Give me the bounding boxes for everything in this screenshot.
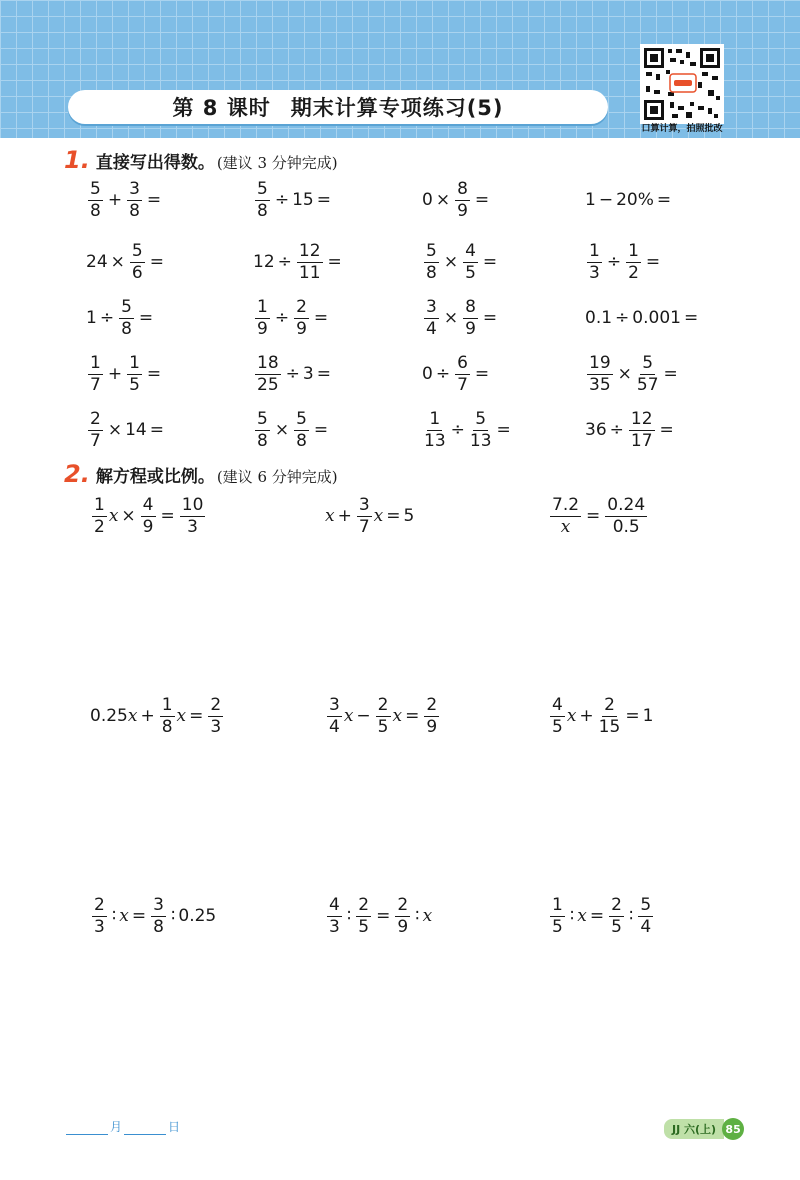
numerator: 8 bbox=[457, 178, 468, 199]
denominator: 3 bbox=[94, 916, 105, 937]
variable: x bbox=[127, 706, 138, 726]
variable: x bbox=[577, 906, 587, 926]
operator: ÷ bbox=[99, 308, 115, 328]
arithmetic-problem bbox=[422, 293, 500, 343]
operator: ÷ bbox=[274, 308, 290, 328]
numerator: 5 bbox=[257, 408, 268, 429]
equation-problem bbox=[325, 491, 414, 541]
operator: × bbox=[110, 252, 125, 272]
operator: ∶ bbox=[628, 906, 634, 926]
denominator: 9 bbox=[257, 318, 268, 339]
operator: ÷ bbox=[435, 364, 451, 384]
fraction bbox=[151, 894, 166, 937]
denominator: 15 bbox=[598, 716, 621, 737]
page-number: 85 bbox=[722, 1118, 744, 1140]
arithmetic-problem bbox=[422, 237, 500, 287]
denominator: 5 bbox=[552, 916, 563, 937]
denominator: 5 bbox=[611, 916, 622, 937]
operator: ÷ bbox=[285, 364, 300, 384]
fraction bbox=[424, 296, 439, 339]
denominator: 9 bbox=[296, 318, 307, 339]
operator: = bbox=[313, 420, 329, 440]
numerator: 0.24 bbox=[607, 494, 646, 515]
numerator: 2 bbox=[611, 894, 622, 915]
operator: ∶ bbox=[346, 906, 352, 926]
fraction bbox=[294, 408, 309, 451]
numerator: 2 bbox=[426, 694, 438, 715]
numerator: 5 bbox=[296, 408, 307, 429]
arithmetic-problem bbox=[585, 349, 681, 399]
operator: = bbox=[663, 364, 678, 384]
denominator: 2 bbox=[628, 262, 639, 283]
operator: = bbox=[146, 190, 162, 210]
numerator: 4 bbox=[552, 694, 563, 715]
number: 0 bbox=[422, 364, 433, 384]
number: 14 bbox=[125, 420, 147, 440]
fraction bbox=[376, 694, 391, 737]
fraction bbox=[469, 408, 492, 451]
numerator: 18 bbox=[257, 352, 279, 373]
denominator: 8 bbox=[161, 716, 173, 737]
number: 0 bbox=[422, 190, 433, 210]
numerator: 2 bbox=[94, 894, 105, 915]
number: 1 bbox=[86, 308, 97, 328]
arithmetic-problem bbox=[253, 237, 345, 287]
operator: = bbox=[474, 190, 490, 210]
denominator: 9 bbox=[142, 516, 154, 537]
number: 5 bbox=[403, 506, 415, 526]
numerator: 5 bbox=[640, 894, 652, 915]
denominator: 8 bbox=[257, 430, 268, 451]
denominator: 3 bbox=[329, 916, 340, 937]
operator: + bbox=[107, 364, 123, 384]
arithmetic-problem bbox=[253, 293, 331, 343]
operator: = bbox=[327, 252, 342, 272]
numerator: 3 bbox=[426, 296, 437, 317]
fraction bbox=[294, 296, 309, 339]
numerator: 1 bbox=[552, 894, 563, 915]
book-tag bbox=[664, 1118, 744, 1140]
numerator: 5 bbox=[475, 408, 487, 429]
day-blank[interactable] bbox=[124, 1122, 166, 1135]
operator: = bbox=[589, 906, 605, 926]
denominator: x bbox=[560, 516, 571, 537]
denominator: 8 bbox=[296, 430, 307, 451]
number: 0.25 bbox=[90, 706, 128, 726]
equation-problem bbox=[548, 691, 653, 741]
book-tag-label: JJ 六(上) bbox=[664, 1119, 724, 1139]
variable: x bbox=[325, 506, 335, 526]
section-2-heading bbox=[64, 460, 338, 488]
operator: = bbox=[131, 906, 147, 926]
arithmetic-problem bbox=[585, 293, 701, 343]
denominator: 9 bbox=[457, 200, 468, 221]
denominator: 3 bbox=[210, 716, 222, 737]
fraction bbox=[636, 352, 659, 395]
arithmetic-problem bbox=[86, 175, 164, 225]
equation-problem bbox=[325, 891, 432, 941]
numerator: 1 bbox=[257, 296, 268, 317]
operator: − bbox=[356, 706, 371, 726]
arithmetic-problem bbox=[86, 405, 167, 455]
section-2-hint: (建议 6 分钟完成) bbox=[216, 468, 338, 486]
month-blank[interactable] bbox=[66, 1122, 108, 1135]
fraction bbox=[327, 694, 342, 737]
fraction bbox=[626, 240, 641, 283]
denominator: 9 bbox=[397, 916, 409, 937]
fraction bbox=[587, 240, 602, 283]
section-1-title: 直接写出得数。 bbox=[95, 153, 215, 173]
day-label: 日 bbox=[168, 1120, 181, 1134]
denominator: 5 bbox=[358, 916, 370, 937]
operator: × bbox=[274, 420, 290, 440]
fraction bbox=[424, 240, 439, 283]
operator: ∶ bbox=[569, 906, 575, 926]
numerator: 1 bbox=[429, 408, 441, 429]
equation-problem bbox=[90, 691, 225, 741]
page-title bbox=[68, 90, 608, 124]
fraction bbox=[587, 352, 613, 395]
fraction bbox=[88, 408, 103, 451]
numerator: 6 bbox=[457, 352, 468, 373]
denominator: 8 bbox=[153, 916, 164, 937]
operator: = bbox=[189, 706, 204, 726]
numerator: 1 bbox=[94, 494, 105, 515]
arithmetic-problem bbox=[86, 237, 167, 287]
lesson-label: 第 8 课时 bbox=[172, 96, 271, 120]
denominator: 7 bbox=[358, 516, 370, 537]
fraction bbox=[92, 494, 107, 537]
number: 3 bbox=[302, 364, 314, 384]
numerator: 2 bbox=[358, 894, 370, 915]
fraction bbox=[88, 178, 103, 221]
arithmetic-problem bbox=[585, 175, 674, 225]
operator: ÷ bbox=[277, 252, 292, 272]
fraction bbox=[127, 178, 142, 221]
operator: × bbox=[435, 190, 451, 210]
fraction bbox=[455, 178, 470, 221]
denominator: 7 bbox=[90, 430, 101, 451]
fraction bbox=[463, 296, 478, 339]
operator: + bbox=[579, 706, 594, 726]
section-1-hint: (建议 3 分钟完成) bbox=[216, 154, 338, 172]
fraction bbox=[550, 494, 581, 537]
numerator: 3 bbox=[329, 694, 340, 715]
section-1-heading bbox=[64, 146, 338, 174]
denominator: 8 bbox=[121, 318, 132, 339]
operator: = bbox=[376, 906, 391, 926]
denominator: 4 bbox=[329, 716, 340, 737]
fraction bbox=[255, 408, 270, 451]
operator: + bbox=[107, 190, 123, 210]
denominator: 9 bbox=[465, 318, 476, 339]
operator: ÷ bbox=[615, 308, 630, 328]
variable: x bbox=[108, 506, 119, 526]
fraction bbox=[605, 494, 647, 537]
denominator: 5 bbox=[129, 374, 140, 395]
operator: = bbox=[316, 364, 331, 384]
arithmetic-problem bbox=[585, 237, 663, 287]
denominator: 5 bbox=[465, 262, 476, 283]
qr-caption: 口算计算，拍照批改 bbox=[641, 124, 723, 134]
fraction bbox=[629, 408, 655, 451]
number: 15 bbox=[292, 190, 314, 210]
arithmetic-problem bbox=[422, 175, 492, 225]
fraction bbox=[424, 408, 446, 451]
operator: × bbox=[107, 420, 123, 440]
numerator: 5 bbox=[642, 352, 654, 373]
date-field bbox=[64, 1118, 180, 1135]
number: 0.001 bbox=[632, 308, 681, 328]
fraction bbox=[88, 352, 103, 395]
operator: = bbox=[474, 364, 490, 384]
denominator: 57 bbox=[636, 374, 659, 395]
numerator: 2 bbox=[397, 894, 409, 915]
denominator: 0.5 bbox=[612, 516, 640, 537]
variable: x bbox=[422, 906, 433, 926]
denominator: 4 bbox=[426, 318, 437, 339]
arithmetic-problem bbox=[253, 405, 331, 455]
denominator: 3 bbox=[187, 516, 198, 537]
qr-code-icon[interactable] bbox=[640, 44, 724, 124]
numerator: 4 bbox=[142, 494, 154, 515]
operator: = bbox=[146, 364, 162, 384]
operator: = bbox=[625, 706, 640, 726]
arithmetic-problem bbox=[422, 405, 514, 455]
equation-problem bbox=[325, 691, 441, 741]
numerator: 2 bbox=[377, 694, 389, 715]
variable: x bbox=[343, 706, 354, 726]
operator: = bbox=[482, 308, 498, 328]
operator: ∶ bbox=[170, 906, 176, 926]
denominator: 4 bbox=[640, 916, 652, 937]
operator: = bbox=[496, 420, 511, 440]
operator: = bbox=[313, 308, 329, 328]
denominator: 13 bbox=[469, 430, 492, 451]
denominator: 11 bbox=[298, 262, 321, 283]
operator: × bbox=[443, 308, 459, 328]
variable: x bbox=[176, 706, 187, 726]
operator: × bbox=[121, 506, 136, 526]
numerator: 3 bbox=[358, 494, 370, 515]
denominator: 5 bbox=[552, 716, 563, 737]
denominator: 6 bbox=[131, 262, 143, 283]
equation-problem bbox=[90, 491, 207, 541]
equation-problem bbox=[548, 491, 649, 541]
denominator: 25 bbox=[257, 374, 279, 395]
numerator: 5 bbox=[426, 240, 437, 261]
numerator: 1 bbox=[90, 352, 101, 373]
numerator: 5 bbox=[121, 296, 132, 317]
section-2-number: 2. bbox=[64, 460, 90, 488]
numerator: 2 bbox=[210, 694, 222, 715]
operator: = bbox=[656, 190, 672, 210]
numerator: 4 bbox=[465, 240, 476, 261]
operator: ÷ bbox=[609, 420, 624, 440]
numerator: 10 bbox=[181, 494, 204, 515]
denominator: 8 bbox=[129, 200, 140, 221]
number: 1 bbox=[642, 706, 654, 726]
numerator: 8 bbox=[465, 296, 476, 317]
number: 24 bbox=[86, 252, 108, 272]
fraction bbox=[127, 352, 142, 395]
fraction bbox=[130, 240, 145, 283]
operator: = bbox=[645, 252, 661, 272]
fraction bbox=[638, 894, 653, 937]
fraction bbox=[609, 894, 624, 937]
denominator: 8 bbox=[257, 200, 268, 221]
fraction bbox=[550, 694, 565, 737]
fraction bbox=[119, 296, 134, 339]
numerator: 1 bbox=[161, 694, 173, 715]
fraction bbox=[598, 694, 621, 737]
operator: = bbox=[149, 252, 164, 272]
numerator: 2 bbox=[296, 296, 307, 317]
variable: x bbox=[566, 706, 577, 726]
numerator: 3 bbox=[129, 178, 140, 199]
operator: ÷ bbox=[450, 420, 465, 440]
arithmetic-problem bbox=[253, 175, 334, 225]
operator: = bbox=[586, 506, 601, 526]
fraction bbox=[550, 894, 565, 937]
numerator: 12 bbox=[298, 240, 321, 261]
operator: = bbox=[683, 308, 699, 328]
number: 0.25 bbox=[178, 906, 217, 926]
fraction bbox=[357, 494, 372, 537]
numerator: 12 bbox=[630, 408, 653, 429]
fraction bbox=[424, 694, 439, 737]
numerator: 3 bbox=[153, 894, 164, 915]
fraction bbox=[463, 240, 478, 283]
numerator: 5 bbox=[131, 240, 143, 261]
denominator: 7 bbox=[457, 374, 468, 395]
operator: = bbox=[160, 506, 175, 526]
operator: ÷ bbox=[606, 252, 622, 272]
arithmetic-problem bbox=[422, 349, 492, 399]
number: 12 bbox=[253, 252, 275, 272]
denominator: 9 bbox=[426, 716, 438, 737]
arithmetic-problem bbox=[86, 293, 156, 343]
fraction bbox=[255, 178, 270, 221]
denominator: 5 bbox=[377, 716, 389, 737]
numerator: 2 bbox=[604, 694, 615, 715]
section-2-title: 解方程或比例。 bbox=[95, 467, 215, 487]
numerator: 2 bbox=[90, 408, 101, 429]
month-label: 月 bbox=[110, 1120, 123, 1134]
fraction bbox=[356, 894, 371, 937]
numerator: 1 bbox=[129, 352, 140, 373]
fraction bbox=[327, 894, 342, 937]
arithmetic-problem bbox=[585, 405, 677, 455]
numerator: 5 bbox=[257, 178, 268, 199]
operator: − bbox=[598, 190, 614, 210]
denominator: 2 bbox=[94, 516, 105, 537]
operator: = bbox=[138, 308, 154, 328]
numerator: 1 bbox=[628, 240, 639, 261]
numerator: 1 bbox=[589, 240, 600, 261]
number: 1 bbox=[585, 190, 596, 210]
variable: x bbox=[119, 906, 129, 926]
operator: = bbox=[482, 252, 498, 272]
operator: = bbox=[659, 420, 674, 440]
operator: + bbox=[337, 506, 352, 526]
denominator: 8 bbox=[90, 200, 101, 221]
section-1-number: 1. bbox=[64, 146, 90, 174]
operator: = bbox=[386, 506, 401, 526]
fraction bbox=[92, 894, 107, 937]
number: 0.1 bbox=[585, 308, 613, 328]
operator: = bbox=[316, 190, 331, 210]
denominator: 35 bbox=[589, 374, 611, 395]
operator: + bbox=[140, 706, 155, 726]
fraction bbox=[255, 352, 281, 395]
fraction bbox=[141, 494, 156, 537]
fraction bbox=[255, 296, 270, 339]
numerator: 19 bbox=[589, 352, 611, 373]
fraction bbox=[160, 694, 175, 737]
operator: × bbox=[443, 252, 459, 272]
arithmetic-problem bbox=[253, 349, 334, 399]
denominator: 8 bbox=[426, 262, 437, 283]
arithmetic-problem bbox=[86, 349, 164, 399]
operator: ∶ bbox=[415, 906, 420, 926]
fraction bbox=[208, 694, 223, 737]
operator: ∶ bbox=[111, 906, 117, 926]
fraction bbox=[395, 894, 410, 937]
lesson-title: 期末计算专项练习(5) bbox=[290, 96, 504, 120]
variable: x bbox=[373, 506, 384, 526]
operator: ÷ bbox=[274, 190, 290, 210]
number: 20% bbox=[616, 190, 654, 210]
operator: = bbox=[405, 706, 420, 726]
denominator: 7 bbox=[90, 374, 101, 395]
numerator: 4 bbox=[329, 894, 340, 915]
denominator: 17 bbox=[630, 430, 653, 451]
numerator: 7.2 bbox=[552, 494, 580, 515]
denominator: 3 bbox=[589, 262, 600, 283]
denominator: 13 bbox=[424, 430, 446, 451]
numerator: 5 bbox=[90, 178, 101, 199]
operator: × bbox=[617, 364, 632, 384]
fraction bbox=[455, 352, 470, 395]
fraction bbox=[180, 494, 206, 537]
equation-problem bbox=[90, 891, 216, 941]
variable: x bbox=[392, 706, 403, 726]
number: 36 bbox=[585, 420, 607, 440]
fraction bbox=[297, 240, 323, 283]
equation-problem bbox=[548, 891, 655, 941]
operator: = bbox=[149, 420, 164, 440]
